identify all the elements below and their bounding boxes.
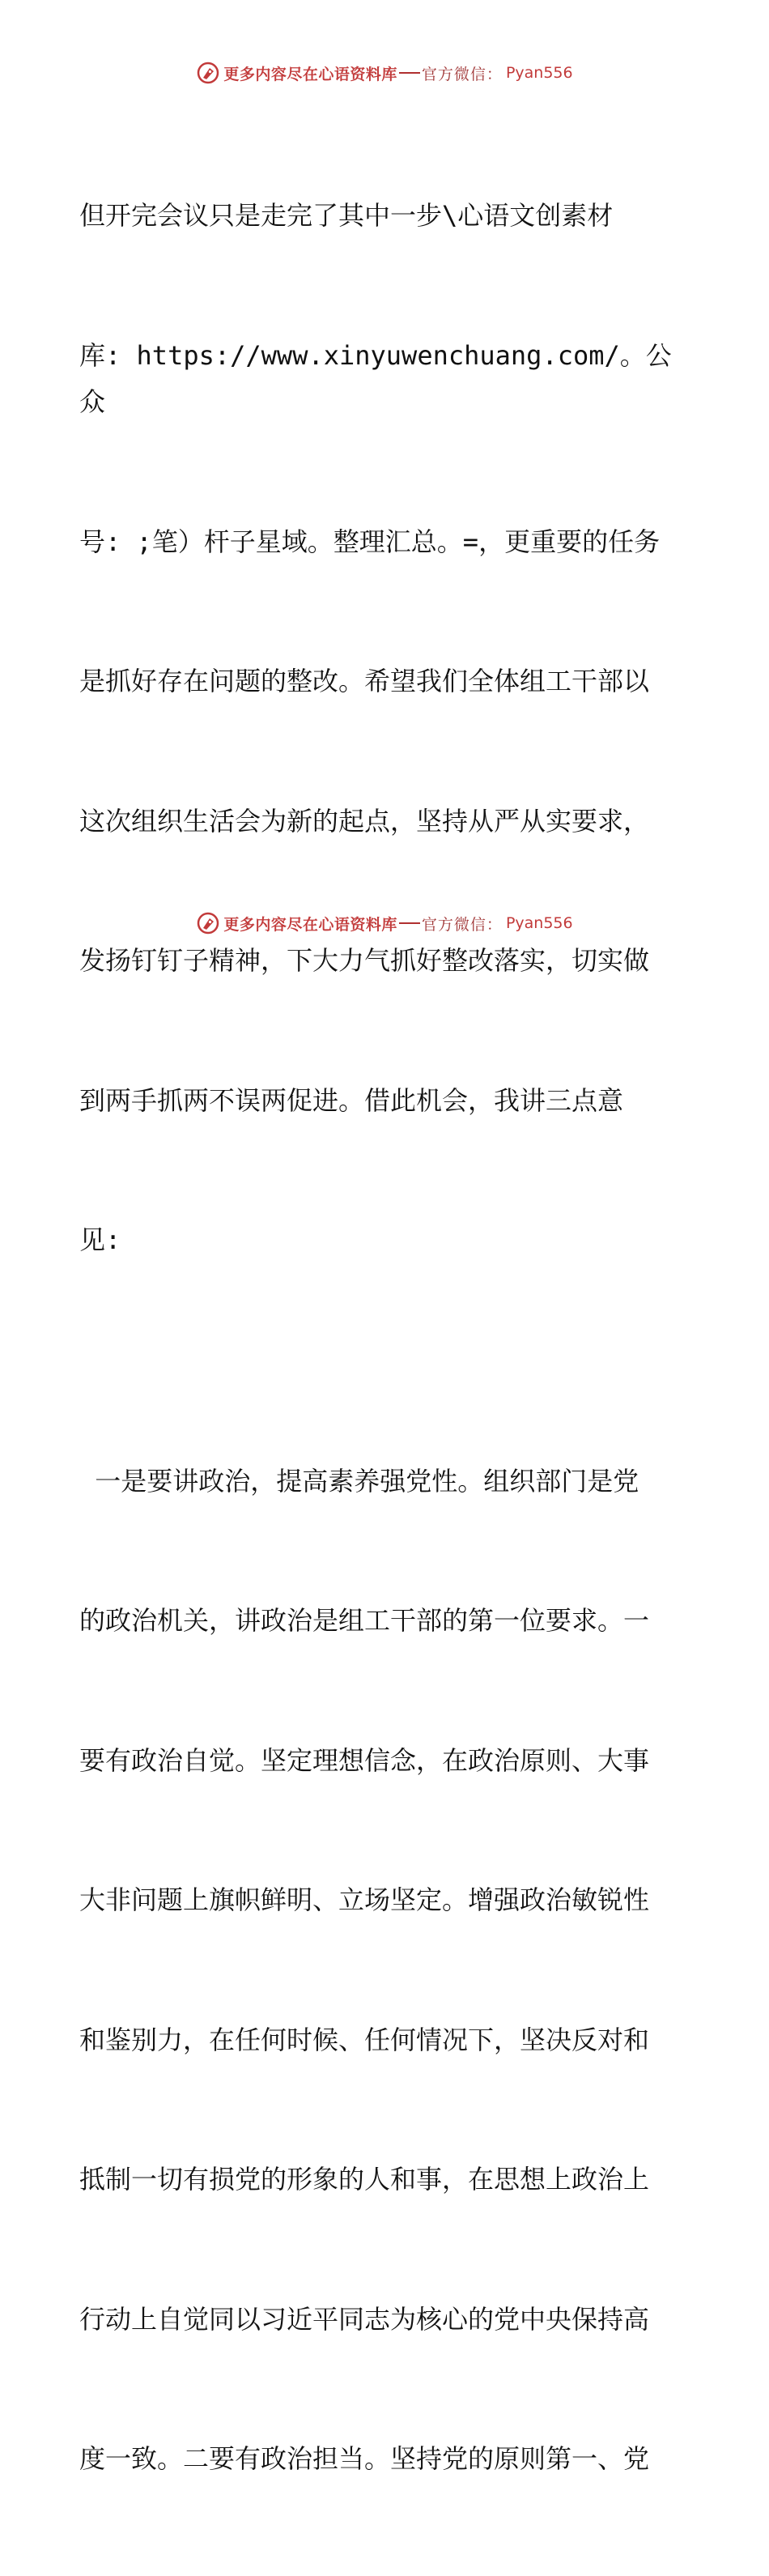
banner-wechat-label: 官方微信： — [421, 915, 503, 934]
text-line: 到两手抓两不误两促进。借此机会，我讲三点意 — [79, 1084, 624, 1116]
header-banner — [0, 57, 769, 89]
banner-dash — [399, 72, 420, 74]
footer-banner — [0, 907, 769, 939]
text-line: 要有政治自觉。坚定理想信念，在政治原则、大事 — [79, 1744, 650, 1776]
text-line: 和鉴别力，在任何时候、任何情况下，坚决反对和 — [79, 2024, 650, 2055]
text-line: 抵制一切有损党的形象的人和事，在思想上政治上 — [79, 2164, 650, 2195]
text-line: 发扬钉钉子精神，下大力气抓好整改落实，切实做 — [79, 945, 650, 976]
banner-wechat-label: 官方微信： — [421, 65, 503, 83]
text-line: 但开完会议只是走完了其中一步\心语文创素材 — [79, 200, 614, 231]
text-line: 这次组织生活会为新的起点，坚持从严从实要求， — [79, 805, 650, 837]
banner-dash — [399, 922, 420, 924]
text-line: 是抓好存在问题的整改。希望我们全体组工干部以 — [79, 666, 650, 696]
text-line: 库: https://www.xinyuwenchuang.com/。公众 — [79, 339, 672, 417]
text-line: 大非问题上旗帜鲜明、立场坚定。增强政治敏锐性 — [79, 1884, 650, 1915]
document-body — [79, 100, 686, 2576]
text-line: 一是要讲政治，提高素养强党性。组织部门是党 — [79, 1465, 639, 1497]
text-line: 度一致。二要有政治担当。坚持党的原则第一、党 — [79, 2443, 650, 2474]
paragraph-2 — [79, 1365, 686, 2576]
paragraph-1 — [79, 100, 686, 1357]
pen-nib-icon — [196, 911, 220, 935]
pen-nib-icon — [196, 61, 220, 85]
banner-brand-text: 更多内容尽在心语资料库 — [223, 915, 397, 934]
text-line: 行动上自觉同以习近平同志为核心的党中央保持高 — [79, 2303, 650, 2335]
text-line: 的政治机关，讲政治是组工干部的第一位要求。一 — [79, 1605, 650, 1636]
banner-brand-text: 更多内容尽在心语资料库 — [223, 65, 397, 83]
banner-wechat-id: Pyan556 — [505, 914, 573, 932]
text-line: 号: ;笔）杆子星域。整理汇总。=，更重要的任务 — [79, 526, 661, 557]
text-line: 见: — [79, 1224, 121, 1255]
banner-wechat-id: Pyan556 — [505, 64, 573, 82]
